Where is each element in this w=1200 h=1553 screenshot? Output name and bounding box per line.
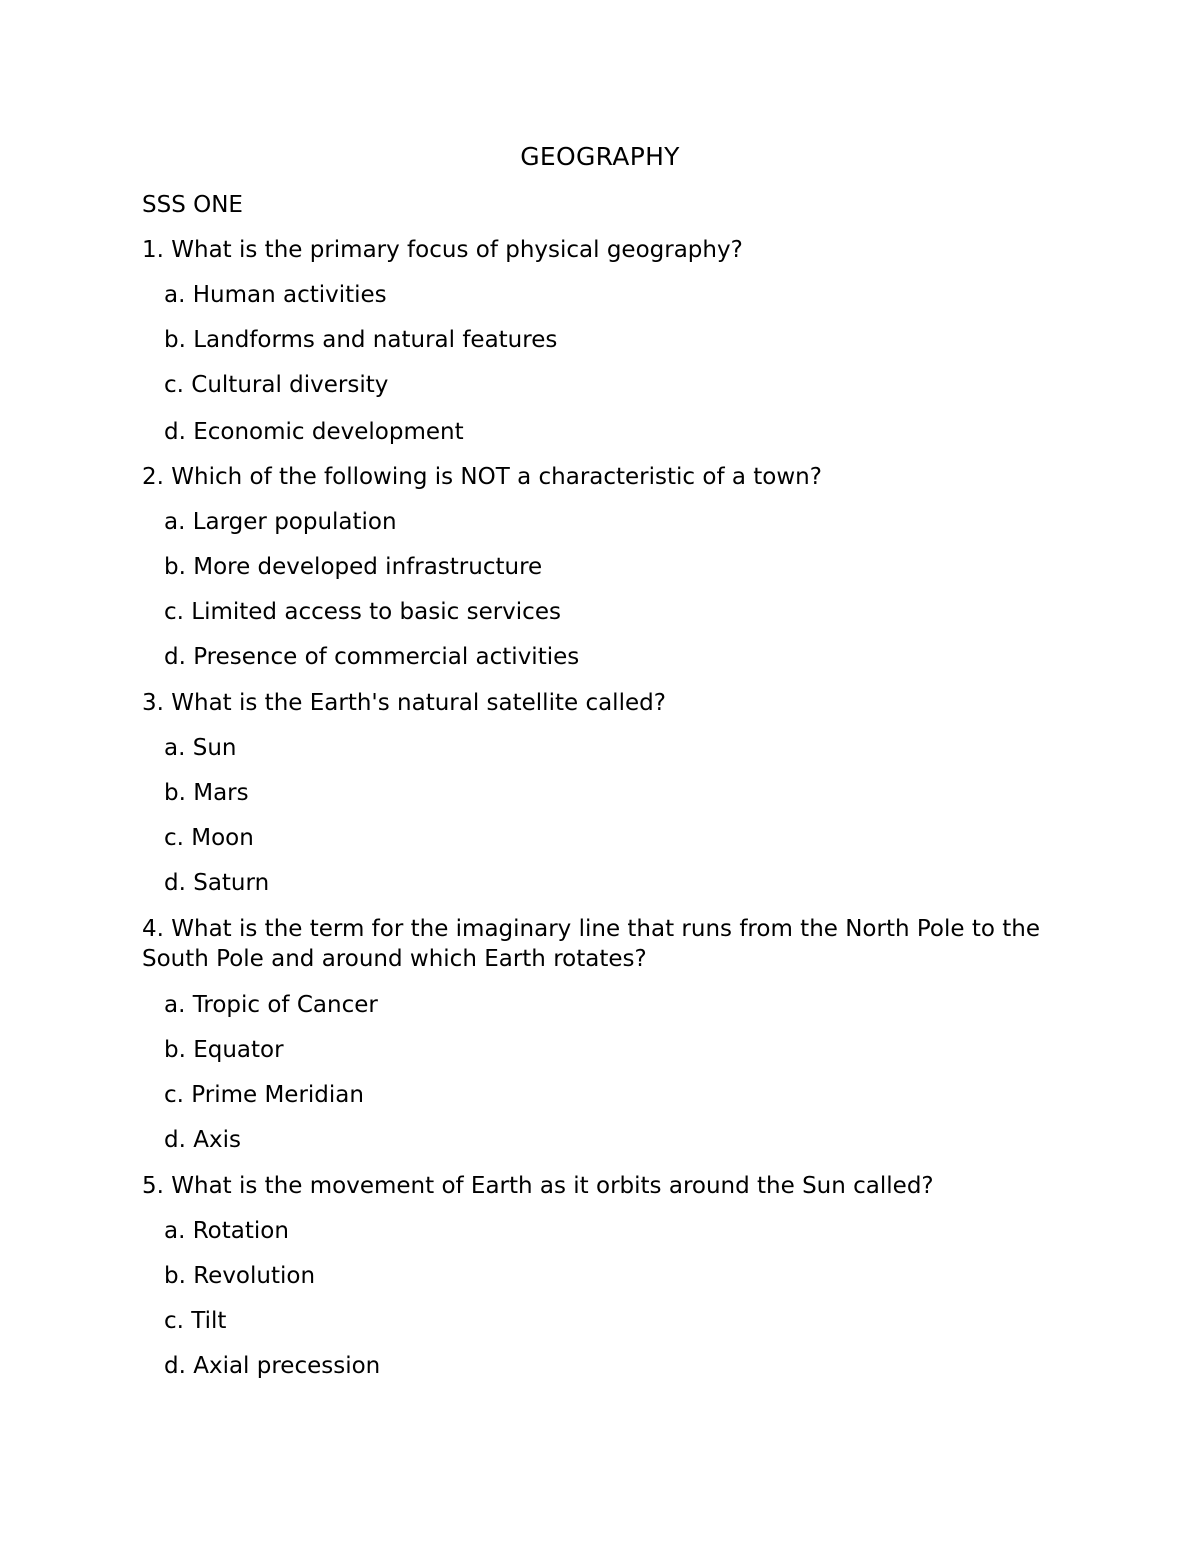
- question-1-option-d: d. Economic development: [164, 419, 464, 445]
- document-title: GEOGRAPHY: [520, 142, 680, 171]
- question-2-option-d: d. Presence of commercial activities: [164, 644, 580, 670]
- question-3: 3. What is the Earth's natural satellite called?: [142, 690, 666, 716]
- question-5: 5. What is the movement of Earth as it orbits around the Sun called?: [142, 1173, 934, 1199]
- question-1-option-c: c. Cultural diversity: [164, 372, 389, 398]
- question-3-option-c: c. Moon: [164, 825, 254, 851]
- question-1-option-b: b. Landforms and natural features: [164, 327, 558, 353]
- question-2: 2. Which of the following is NOT a characteristic of a town?: [142, 464, 822, 490]
- question-1-option-a: a. Human activities: [164, 282, 387, 308]
- question-3-option-b: b. Mars: [164, 780, 249, 806]
- question-5-option-b: b. Revolution: [164, 1263, 316, 1289]
- question-3-option-d: d. Saturn: [164, 870, 270, 896]
- question-2-option-a: a. Larger population: [164, 509, 397, 535]
- question-4-option-b: b. Equator: [164, 1037, 284, 1063]
- class-label: SSS ONE: [142, 192, 243, 218]
- question-4-option-d: d. Axis: [164, 1127, 241, 1153]
- question-2-option-b: b. More developed infrastructure: [164, 554, 543, 580]
- question-4-option-c: c. Prime Meridian: [164, 1082, 364, 1108]
- question-5-option-a: a. Rotation: [164, 1218, 289, 1244]
- question-5-option-d: d. Axial precession: [164, 1353, 381, 1379]
- question-2-option-c: c. Limited access to basic services: [164, 599, 561, 625]
- question-3-option-a: a. Sun: [164, 735, 237, 761]
- question-5-option-c: c. Tilt: [164, 1308, 227, 1334]
- question-4: 4. What is the term for the imaginary line that runs from the North Pole to the South Pole and around which Earth rotates?: [142, 916, 1040, 972]
- question-1: 1. What is the primary focus of physical geography?: [142, 237, 743, 263]
- question-4-option-a: a. Tropic of Cancer: [164, 992, 378, 1018]
